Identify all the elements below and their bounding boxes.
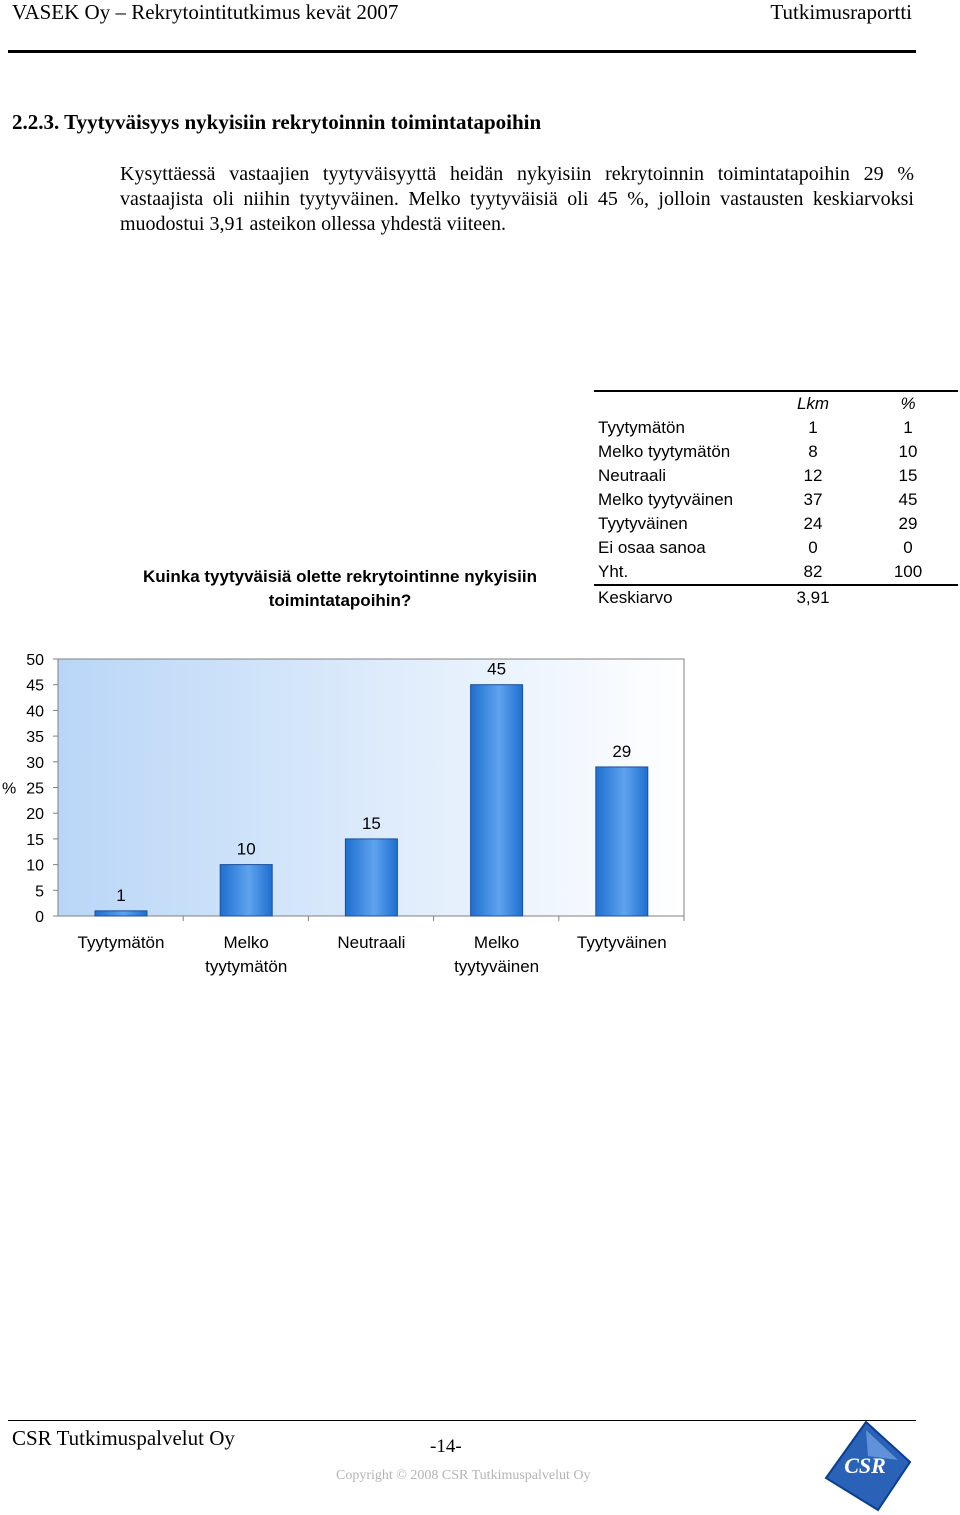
- table-cell: 37: [803, 490, 823, 509]
- x-tick-label: Tyytymätön: [77, 933, 165, 952]
- y-tick-label: 30: [26, 754, 44, 772]
- table-cell: 29: [898, 514, 918, 533]
- csr-logo-text: CSR: [844, 1453, 886, 1478]
- x-tick-label: Neutraali: [337, 933, 406, 952]
- bar: [471, 685, 523, 916]
- table-row: [594, 416, 958, 440]
- footer-company: CSR Tutkimuspalvelut Oy: [12, 1426, 235, 1450]
- table-cell: 1: [808, 418, 818, 437]
- data-label: 45: [487, 659, 507, 679]
- bar: [345, 839, 397, 916]
- results-table: [594, 390, 958, 610]
- table-cell: 100: [858, 560, 958, 585]
- table-cell: Keskiarvo: [598, 588, 673, 607]
- bar: [95, 911, 147, 916]
- table-header-row: [594, 391, 958, 416]
- table-cell: [858, 585, 958, 610]
- header-title: VASEK Oy – Rekrytointitutkimus kevät 2007: [12, 0, 399, 24]
- table-cell: Tyytyväinen: [598, 514, 688, 533]
- table-cell: 0: [808, 538, 818, 557]
- y-tick-label: 20: [26, 806, 44, 824]
- table-cell: 15: [898, 466, 918, 485]
- bar: [596, 767, 648, 916]
- table-cell: 82: [768, 560, 858, 585]
- table-row: [594, 512, 958, 536]
- csr-logo: [818, 1420, 914, 1512]
- data-label: 15: [361, 813, 381, 833]
- table-cell: Tyytymätön: [598, 418, 685, 437]
- table-cell: 1: [903, 418, 913, 437]
- table-cell: Lkm: [768, 391, 858, 416]
- y-tick-label: 10: [26, 857, 44, 875]
- y-tick-label: 50: [26, 652, 44, 669]
- table-cell: Neutraali: [598, 466, 667, 485]
- table-cell: Ei osaa sanoa: [598, 538, 706, 557]
- y-tick-label: 0: [35, 909, 44, 926]
- survey-question: Kuinka tyytyväisiä olette rekrytointinne nykyisiin toimintatapoihin?: [143, 567, 537, 610]
- y-tick-label: 40: [26, 703, 44, 721]
- table-mean-row: [594, 585, 958, 610]
- table-cell: Melko tyytymätön: [598, 442, 731, 461]
- table-cell: 12: [803, 466, 823, 485]
- table-cell: [594, 391, 768, 416]
- section-title: 2.2.3. Tyytyväisyys nykyisiin rekrytoinnin toimintatapoihin: [12, 110, 542, 134]
- table-cell: 10: [898, 442, 918, 461]
- table-cell: 3,91: [796, 588, 830, 607]
- table-cell: 24: [803, 514, 823, 533]
- header-report-type: Tutkimusraportti: [770, 0, 912, 24]
- table-row: [594, 488, 958, 512]
- y-tick-label: 15: [26, 831, 44, 849]
- page-number: -14-: [430, 1436, 462, 1457]
- table-cell: 0: [903, 538, 913, 557]
- y-axis-label: %: [2, 780, 17, 798]
- bar-chart: [0, 640, 700, 985]
- table-cell: %: [858, 391, 958, 416]
- header-rule: [8, 50, 916, 53]
- x-tick-label: Melko tyytymätön: [205, 933, 288, 976]
- data-label: 29: [612, 741, 632, 761]
- y-tick-label: 45: [26, 677, 44, 695]
- bar: [220, 865, 272, 916]
- table-cell: 45: [898, 490, 918, 509]
- data-label: 1: [116, 885, 126, 905]
- footer-rule: [8, 1420, 916, 1421]
- data-label: 10: [236, 839, 256, 859]
- y-tick-label: 25: [26, 780, 44, 798]
- table-cell: 8: [808, 442, 818, 461]
- table-row: [594, 464, 958, 488]
- table-cell: Yht.: [594, 560, 768, 585]
- table-row: [594, 560, 958, 585]
- y-tick-label: 35: [26, 729, 44, 747]
- copyright: Copyright © 2008 CSR Tutkimuspalvelut Oy: [336, 1468, 591, 1483]
- y-tick-label: 5: [35, 883, 44, 901]
- table-row: [594, 536, 958, 560]
- x-tick-label: Melko tyytyväinen: [454, 933, 540, 976]
- x-tick-label: Tyytyväinen: [576, 933, 667, 952]
- section-body: Kysyttäessä vastaajien tyytyväisyyttä heidän nykyisiin rekrytoinnin toimintatapoihin 29 % vastaajista oli niihin tyytyväinen. Melko tyytyväisiä oli 45 %, jolloin vastausten keskiarvoksi muodostui 3,91 asteikon ollessa yhdestä viiteen.: [120, 163, 914, 235]
- table-cell: Melko tyytyväinen: [598, 490, 734, 509]
- table-row: [594, 440, 958, 464]
